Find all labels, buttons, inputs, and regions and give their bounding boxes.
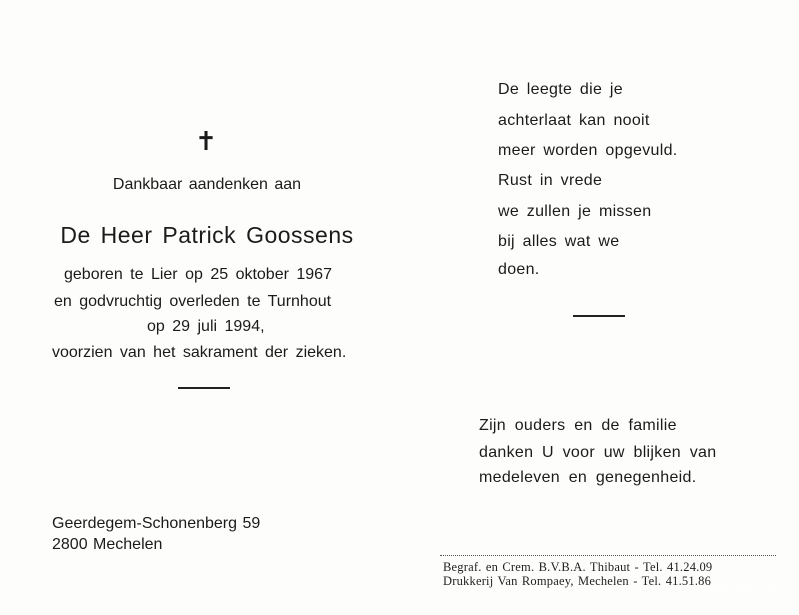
funeral-home-credit: Begraf. en Crem. B.V.B.A. Thibaut - Tel. 41.24.09 <box>443 560 713 574</box>
poem-line: De leegte die je <box>498 81 623 98</box>
divider-left <box>178 387 230 389</box>
poem-line: Rust in vrede <box>498 172 603 189</box>
watermark: www.indeken.be <box>696 583 777 595</box>
thanks-line: danken U voor uw blijken van <box>479 444 717 461</box>
poem-line: doen. <box>498 261 540 278</box>
address-street: Geerdegem-Schonenberg 59 <box>52 515 261 532</box>
poem-line: bij alles wat we <box>498 233 620 250</box>
thanks-line: medeleven en genegenheid. <box>479 469 697 486</box>
address-city: 2800 Mechelen <box>52 536 163 553</box>
divider-right <box>573 315 625 317</box>
poem-line: meer worden opgevuld. <box>498 142 678 159</box>
thanks-line: Zijn ouders en de familie <box>479 417 677 434</box>
poem-line: we zullen je missen <box>498 203 652 220</box>
sacrament-line: voorzien van het sakrament der zieken. <box>52 344 347 361</box>
intro-text: Dankbaar aandenken aan <box>112 176 302 193</box>
cross-icon: ✝ <box>195 127 217 157</box>
death-date-line: op 29 juli 1994, <box>147 318 265 335</box>
deceased-name: De Heer Patrick Goossens <box>60 222 354 248</box>
birth-line: geboren te Lier op 25 oktober 1967 <box>64 266 332 283</box>
printer-credit: Drukkerij Van Rompaey, Mechelen - Tel. 41.51.86 <box>443 574 712 588</box>
printer-divider <box>440 555 776 557</box>
death-line: en godvruchtig overleden te Turnhout <box>54 293 332 310</box>
poem-line: achterlaat kan nooit <box>498 112 650 129</box>
